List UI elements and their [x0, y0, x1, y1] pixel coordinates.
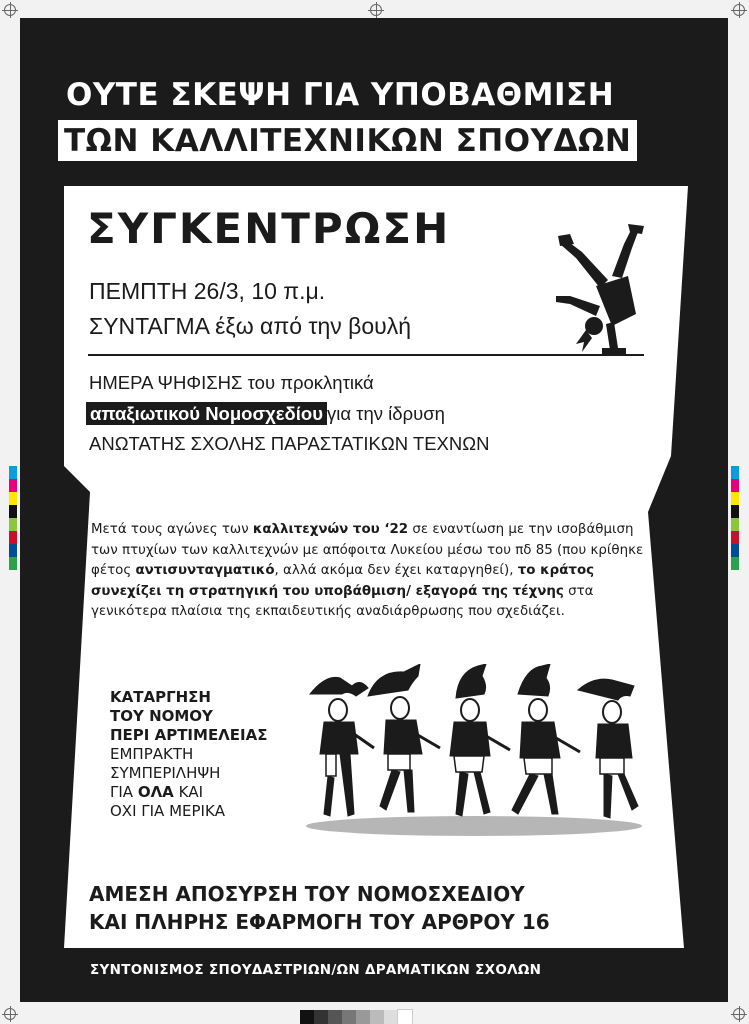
- organizer-signature: ΣΥΝΤΟΝΙΣΜΟΣ ΣΠΟΥΔΑΣΤΡΙΩΝ/ΩΝ ΔΡΑΜΑΤΙΚΩΝ ΣΧΟΛΩΝ: [90, 962, 542, 978]
- vote-line-2: [86, 403, 445, 425]
- title-line-1: ΟΥΤΕ ΣΚΕΨΗ ΓΙΑ ΥΠΟΒΑΘΜΙΣΗ: [66, 77, 615, 113]
- call-line-1: ΑΜΕΣΗ ΑΠΟΣΥΡΣΗ ΤΟΥ ΝΟΜΟΣΧΕΔΙΟΥ: [89, 882, 525, 906]
- demand-line: ΠΕΡΙ ΑΡΤΙΜΕΛΕΙΑΣ: [110, 726, 268, 744]
- dancing-jesters-image: [296, 664, 652, 840]
- para-text-2: σε εναντίωση με την ισοβάθμιση των πτυχίων των καλλιτεχνών με απόφοιτα Λυκείου μέσω του πδ 85 (που κρίθηκε φέτος: [91, 522, 644, 578]
- event-place: ΣΥΝΤΑΓΜΑ έξω από την βουλή: [89, 313, 412, 339]
- vote-line-1-rest: του προκλητικά: [247, 372, 374, 393]
- demand-line: ΟΧΙ ΓΙΑ ΜΕΡΙΚΑ: [110, 802, 226, 820]
- demand-line: ΣΥΜΠΕΡΙΛΗΨΗ: [110, 764, 221, 782]
- para-bold-2: αντισυνταγματικό: [135, 563, 275, 578]
- vote-line-1: [89, 372, 374, 394]
- jester-figure: [368, 664, 440, 812]
- event-heading: ΣΥΓΚΕΝΤΡΩΣΗ: [87, 204, 451, 253]
- jester-figure: [450, 664, 510, 816]
- demand-text: ΓΙΑ: [110, 783, 138, 801]
- call-line-2: ΚΑΙ ΠΛΗΡΗΣ ΕΦΑΡΜΟΓΗ ΤΟΥ ΑΡΘΡΟΥ 16: [89, 910, 550, 934]
- event-date: ΠΕΜΠΤΗ 26/3, 10 π.μ.: [89, 278, 326, 304]
- jester-figure: [578, 679, 638, 818]
- title-line-2: ΤΩΝ ΚΑΛΛΙΤΕΧΝΙΚΩΝ ΣΠΟΥΔΩΝ: [58, 120, 637, 161]
- demand-line: [110, 783, 267, 802]
- demands-list: [110, 688, 267, 821]
- breakdancer-icon: [552, 222, 648, 356]
- jester-figure: [310, 677, 374, 816]
- jester-figure: [512, 664, 580, 814]
- demand-bold: ΟΛΑ: [137, 783, 174, 801]
- demand-line: ΕΜΠΡΑΚΤΗ: [110, 745, 194, 763]
- para-text-4: στα γενικότερα πλαίσια της εκπαιδευτικής αναδιάρθρωσης που σχεδιάζει.: [91, 583, 594, 619]
- bill-highlight: απαξιωτικού Νομοσχεδίου: [86, 402, 327, 425]
- para-text-1: Μετά τους αγώνες των: [91, 522, 253, 537]
- vote-line-3: ΑΝΩΤΑΤΗΣ ΣΧΟΛΗΣ ΠΑΡΑΣΤΑΤΙΚΩΝ ΤΕΧΝΩΝ: [89, 433, 490, 454]
- context-paragraph: [91, 520, 651, 623]
- vote-line-1-caps: ΗΜΕΡΑ ΨΗΦΙΣΗΣ: [89, 372, 243, 393]
- para-bold-3: το κράτος συνεχίζει τη στρατηγική του υποβάθμιση/ εξαγορά της τέχνης: [91, 563, 595, 599]
- demand-text: ΚΑΙ: [173, 783, 204, 801]
- para-text-3: , αλλά ακόμα δεν έχει καταργηθεί),: [274, 563, 518, 578]
- para-bold-1: καλλιτεχνών του ‘22: [252, 522, 409, 537]
- vote-line-2-rest: για την ίδρυση: [326, 403, 445, 424]
- demand-line: ΚΑΤΑΡΓΗΣΗ: [110, 688, 211, 706]
- demand-line: ΤΟΥ ΝΟΜΟΥ: [110, 707, 213, 725]
